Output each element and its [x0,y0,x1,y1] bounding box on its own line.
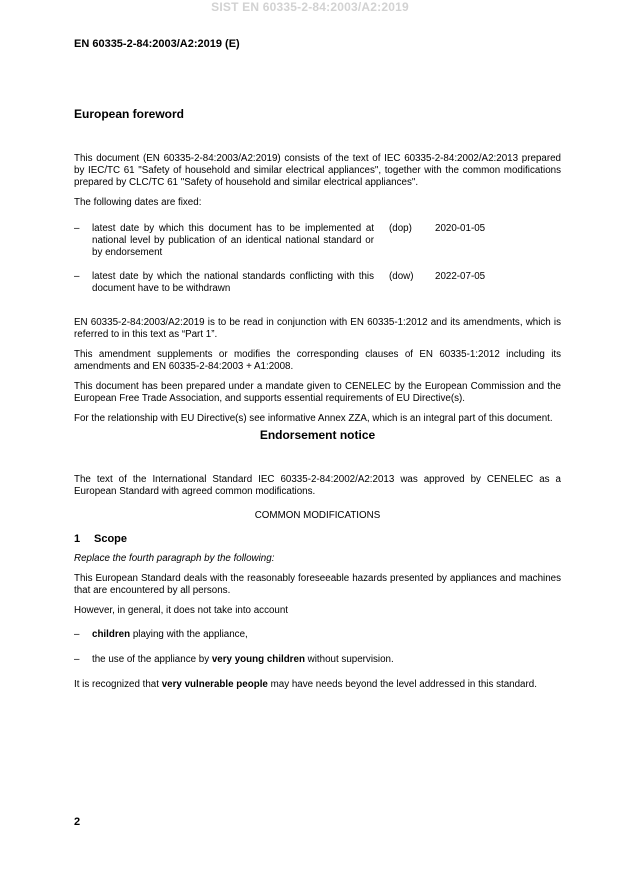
document-id: EN 60335-2-84:2003/A2:2019 (E) [74,38,240,50]
date-description: latest date by which this document has to be implemented at national level by publication of an identical national standard or by endorsement [92,223,374,258]
page-number: 2 [74,816,81,828]
foreword-intro: This document (EN 60335-2-84:2003/A2:2019) consists of the text of IEC 60335-2-84:2002/A2:2013 prepared by IEC/TC 61 "Safety of household and similar electrical appliances", together with the common modifications prepared by CLC/TC 61 "Safety of household and similar electrical appliances". [74,153,561,188]
common-modifications-label: COMMON MODIFICATIONS [254,510,381,521]
list-item-text: playing with the appliance, [130,629,248,640]
page-content [74,108,561,699]
dash-bullet: – [74,629,80,640]
foreword-para-4: For the relationship with EU Directive(s) see informative Annex ZZA, which is an integral part of this document. [74,413,553,424]
date-value: 2020-01-05 [435,223,486,234]
endorsement-heading: Endorsement notice [259,428,376,442]
list-item-text: without supervision. [304,654,394,665]
list-item-emphasis: children [92,629,131,640]
list-item [74,629,561,641]
endorsement-text: The text of the International Standard IEC 60335-2-84:2002/A2:2013 was approved by CENELEC as a European Standard with agreed common modifications. [74,474,561,497]
foreword-heading: European foreword [74,107,185,121]
foreword-para-1: EN 60335-2-84:2003/A2:2019 is to be read in conjunction with EN 60335-1:2012 and its amendments, which is referred to in this text as “Part 1”. [74,317,561,340]
final-emphasis: very vulnerable people [161,679,268,690]
date-description: latest date by which the national standards conflicting with this document have to be withdrawn [92,271,374,294]
scope-number: 1 [74,533,81,545]
scope-title: Scope [94,533,128,545]
list-item [74,654,561,666]
scope-final-para [74,679,561,691]
date-code: (dow) [389,271,414,282]
date-row-dop [74,223,561,271]
scope-instruction: Replace the fourth paragraph by the following: [74,553,275,564]
dates-intro: The following dates are fixed: [74,197,202,208]
dash-bullet: – [74,223,80,234]
final-text: may have needs beyond the level addressed in this standard. [267,679,537,690]
date-value: 2022-07-05 [435,271,486,282]
foreword-para-3: This document has been prepared under a mandate given to CENELEC by the European Commission and the European Free Trade Association, and supports essential requirements of EU Directive(s). [74,381,561,404]
scope-para-2: However, in general, it does not take into account [74,605,289,616]
dash-bullet: – [74,654,80,665]
date-row-dow [74,271,561,317]
watermark: SIST EN 60335-2-84:2003/A2:2019 [211,0,409,14]
list-item-emphasis: very young children [211,654,305,665]
date-code: (dop) [389,223,412,234]
scope-heading [74,533,561,545]
list-item-text: the use of the appliance by [92,654,212,665]
scope-para-1: This European Standard deals with the reasonably foreseeable hazards presented by appliances and machines that are encountered by all persons. [74,573,561,596]
dash-bullet: – [74,271,80,282]
final-text: It is recognized that [74,679,162,690]
foreword-para-2: This amendment supplements or modifies the corresponding clauses of EN 60335-1:2012 including its amendments and EN 60335-2-84:2003 + A1:2008. [74,349,561,372]
